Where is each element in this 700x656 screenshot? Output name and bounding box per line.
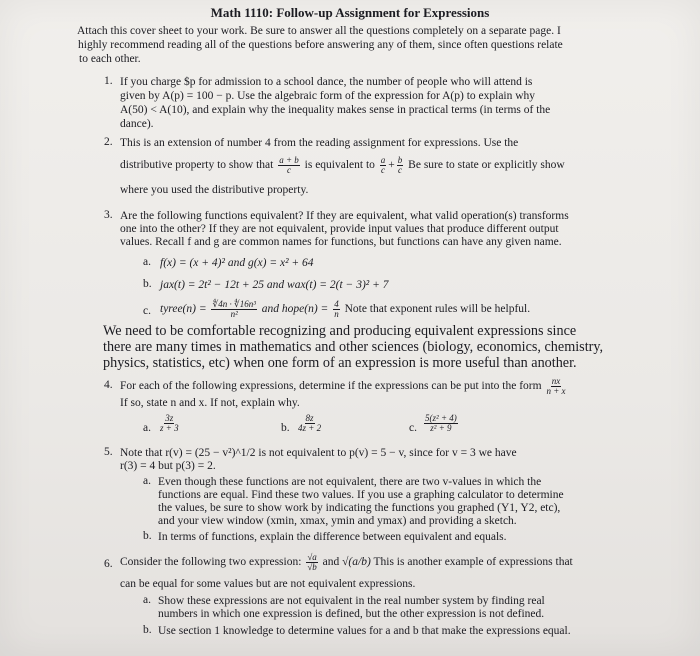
q3c-label: c. xyxy=(143,305,151,317)
q3-text: values. Recall f and g are common names for functions, but functions can have any given name. xyxy=(120,236,562,248)
q3a-label: a. xyxy=(143,256,151,268)
q6a-label: a. xyxy=(143,594,151,606)
q4-text: For each of the following expressions, determine if the expressions can be put into the form xyxy=(120,380,542,393)
intro-line: highly recommend reading all of the questions before answering any of them, since often questions relate xyxy=(78,39,563,51)
q6a-text: Show these expressions are not equivalent in the real number system by finding real xyxy=(158,595,545,607)
q2-text: where you used the distributive property. xyxy=(120,184,309,196)
page-title: Math 1110: Follow-up Assignment for Expressions xyxy=(210,5,490,20)
q4-line1 xyxy=(120,377,568,396)
intro-line: Attach this cover sheet to your work. Be sure to answer all the questions completely on a separate page. I xyxy=(77,25,561,37)
q2-text: This is an extension of number 4 from the reading assignment for expressions. Use the xyxy=(120,137,519,149)
q2-text-line2: distributive property to show that $\frac{a + b}{c}$ is equivalent to $\frac{a}{c}$ + $\frac{b}{c}$ Be sure to state or explicitly show xyxy=(120,155,565,175)
q3c-tyree: tyree(n) = xyxy=(160,303,207,316)
fraction-form: $\frac{nx}{n + x}$ xyxy=(546,376,566,396)
q6-text: and xyxy=(322,556,340,569)
q6b-label: b. xyxy=(143,624,152,636)
q2-text: Be sure to state or explicitly show xyxy=(408,159,565,172)
emphasis-paragraph: We need to be comfortable recognizing and producing equivalent expressions since xyxy=(103,323,577,339)
q3b-label: b. xyxy=(143,278,152,290)
q4b-label: b. xyxy=(281,422,290,434)
q3c-note: Note that exponent rules will be helpful. xyxy=(344,303,531,316)
q6a-text: numbers in which one expression is defined, but the other expression is not defined. xyxy=(158,608,545,620)
q6-text: Consider the following two expression: xyxy=(120,556,302,569)
fraction-q4c: $\frac{\text{5(z² + 4)}}{\text{z² + 9}}$ xyxy=(425,413,457,433)
intro-line: to each other. xyxy=(79,53,141,65)
q3c-hope: and hope(n) = xyxy=(261,303,329,316)
q5-text: r(3) = 4 but p(3) = 2. xyxy=(120,460,216,472)
fraction-a-plus-b-over-c: $\frac{a + b}{c}$ xyxy=(279,155,299,175)
q4a-label: a. xyxy=(143,422,151,434)
fraction-a-over-c: $\frac{a}{c}$ xyxy=(380,155,386,175)
q3a-text: f(x) = (x + 4)² and g(x) = x² + 64 xyxy=(160,257,314,269)
q4-text: If so, state n and x. If not, explain why. xyxy=(120,397,300,409)
q4-number: 4. xyxy=(104,379,113,391)
q2-text: distributive property to show that xyxy=(120,159,274,172)
q4b-expr xyxy=(296,414,323,433)
q3-text: Are the following functions equivalent? If they are equivalent, what valid operation(s) transforms xyxy=(120,210,569,222)
q3c-text xyxy=(160,300,530,319)
emphasis-paragraph: there are many times in mathematics and other sciences (biology, economics, chemistry, xyxy=(103,339,604,355)
q6-line1 xyxy=(120,553,573,572)
fraction-b-over-c: $\frac{b}{c}$ xyxy=(397,155,403,175)
q5a-text: the values, be sure to show work by indicating the functions you graphed (Y1, Y2, etc), xyxy=(158,502,561,514)
q1-number: 1. xyxy=(104,75,113,87)
q5-text: Note that r(v) = (25 − v²)^1/2 is not equivalent to p(v) = 5 − v, since for v = 3 we have xyxy=(120,447,517,459)
fraction-hope: $\frac{4}{n}$ xyxy=(334,299,339,319)
q6b-text: Use section 1 knowledge to determine values for a and b that make the expressions equal. xyxy=(158,625,571,637)
q5-number: 5. xyxy=(104,446,113,458)
q3-number: 3. xyxy=(104,209,113,221)
fraction-tyree: $\frac{\text{∜4n · ∜16n³}}{\text{n²}}$ xyxy=(212,299,256,319)
fraction-q4b: $\frac{8z}{4z + 2}$ xyxy=(298,413,322,433)
q4a-expr xyxy=(158,414,181,433)
q1-text: If you charge $p for admission to a school dance, the number of people who will attend is xyxy=(120,76,533,88)
q1-text: dance). xyxy=(120,118,154,130)
emphasis-paragraph: physics, statistics, etc) when one form of an expression is more useful than another. xyxy=(103,355,577,371)
q3-text: one into the other? If they are not equivalent, provide input values that produce different output xyxy=(120,223,559,235)
q1-text: given by A(p) = 100 − p. Use the algebraic form of the expression for A(p) to explain why xyxy=(120,90,536,102)
q5a-text: functions are equal. Find these two values. If you use a graphing calculator to determine xyxy=(158,489,564,501)
q5b-label: b. xyxy=(143,530,152,542)
q3b-text: jax(t) = 2t² − 12t + 25 and wax(t) = 2(t − 3)² + 7 xyxy=(160,279,389,291)
fraction-sqrt-a-over-sqrt-b: $\frac{√a}{√b}$ xyxy=(307,552,317,572)
q2-number: 2. xyxy=(104,136,113,148)
q4c-expr xyxy=(422,414,460,433)
q1-text: A(50) < A(10), and explain why the inequality makes sense in practical terms (in terms of the xyxy=(120,104,551,116)
q2-text: is equivalent to xyxy=(304,159,375,172)
sqrt-a-over-b: √(a/b) xyxy=(342,556,371,569)
fraction-q4a: $\frac{3z}{z + 3}$ xyxy=(160,413,179,433)
q5a-text: Even though these functions are not equivalent, there are two v-values in which the xyxy=(158,476,542,488)
q5a-label: a. xyxy=(143,475,151,487)
q6-number: 6. xyxy=(104,558,113,570)
q4c-label: c. xyxy=(409,422,417,434)
q6-text: This is another example of expressions that xyxy=(373,556,573,569)
q5a-text: and your view window (xmin, xmax, ymin and ymax) and providing a sketch. xyxy=(158,515,517,527)
q5b-text: In terms of functions, explain the difference between equivalent and equals. xyxy=(158,531,507,543)
q6-text: can be equal for some values but are not equivalent expressions. xyxy=(120,578,416,590)
